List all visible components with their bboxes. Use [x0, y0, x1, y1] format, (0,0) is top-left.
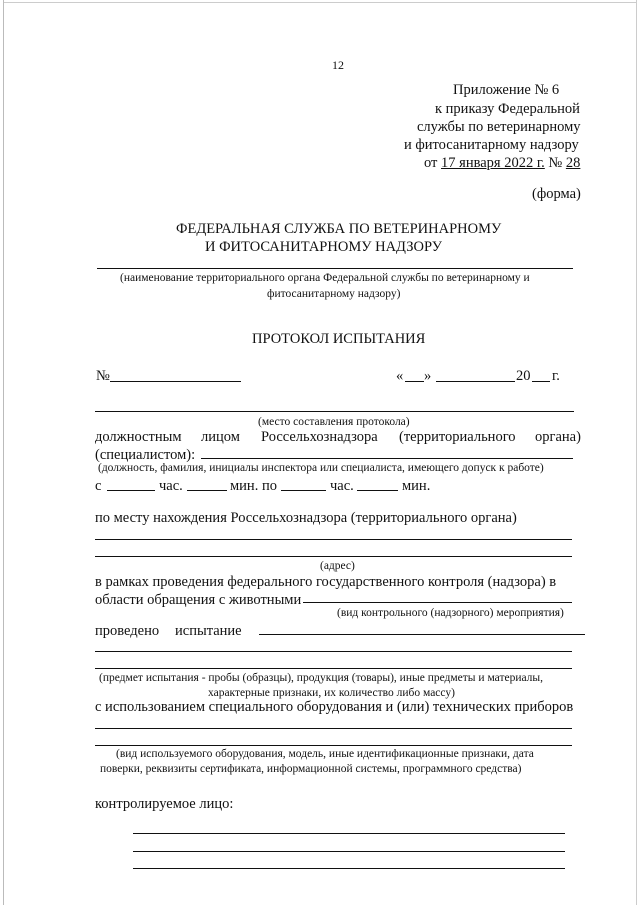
official-word-3: Россельхознадзора [261, 429, 378, 445]
controlled-person-label: контролируемое лицо: [95, 796, 234, 812]
test-field-3[interactable] [95, 668, 572, 669]
test-field-1[interactable] [259, 634, 585, 635]
controlled-person-field-1[interactable] [133, 833, 565, 834]
territorial-body-field[interactable] [97, 268, 573, 269]
controlled-person-field-2[interactable] [133, 851, 565, 852]
month-field[interactable] [436, 381, 515, 382]
subject-caption-2: характерные признаки, их количество либо массу) [208, 687, 455, 699]
appendix-date-line [424, 155, 580, 172]
order-number: 28 [565, 155, 581, 171]
agency-line-2: И ФИТОСАНИТАРНОМУ НАДЗОРУ [205, 239, 442, 255]
equipment-field-2[interactable] [95, 745, 572, 746]
appendix-line-4: и фитосанитарному надзору [404, 137, 579, 153]
control-caption: (вид контрольного (надзорного) мероприятия) [337, 607, 564, 619]
control-type-field[interactable] [303, 602, 572, 603]
location-text: по месту нахождения Россельхознадзора (территориального органа) [95, 510, 517, 526]
scan-border-top [3, 2, 636, 3]
address-field-1[interactable] [95, 539, 572, 540]
scan-border-left [3, 0, 4, 905]
territorial-caption-2: фитосанитарному надзору) [267, 288, 401, 300]
time-from: с [95, 478, 102, 494]
test-word-2: испытание [175, 623, 242, 639]
address-field-2[interactable] [95, 556, 572, 557]
num-prefix: № [544, 155, 566, 171]
official-word-1: должностным [95, 429, 182, 445]
year-suffix: г. [552, 368, 560, 384]
place-caption: (место составления протокола) [258, 416, 410, 428]
official-word-2: лицом [201, 429, 240, 445]
minute-label-2: мин. [402, 478, 431, 494]
day-field[interactable] [405, 381, 424, 382]
hour-to-field[interactable] [281, 490, 326, 491]
territorial-caption-1: (наименование территориального органа Федеральной службы по ветеринарному и [120, 272, 530, 284]
year-field[interactable] [532, 381, 550, 382]
agency-line-1: ФЕДЕРАЛЬНАЯ СЛУЖБА ПО ВЕТЕРИНАРНОМУ [176, 221, 502, 237]
appendix-line-2: к приказу Федеральной [435, 101, 580, 117]
appendix-line-1: Приложение № 6 [453, 82, 560, 98]
minute-to-field[interactable] [357, 490, 398, 491]
minute-from-field[interactable] [187, 490, 227, 491]
equipment-caption-1: (вид используемого оборудования, модель, иные идентификационные признаки, дата [116, 748, 534, 760]
hour-from-field[interactable] [107, 490, 155, 491]
page-number: 12 [332, 58, 344, 72]
equipment-caption-2: поверки, реквизиты сертификата, информационной системы, программного средства) [100, 763, 522, 775]
equipment-text: с использованием специального оборудования и (или) технических приборов [95, 699, 574, 715]
subject-caption-1: (предмет испытания - пробы (образцы), продукция (товары), иные предметы и материалы, [99, 672, 544, 684]
official-field[interactable] [201, 458, 573, 459]
place-field[interactable] [95, 411, 574, 412]
official-caption: (должность, фамилия, инициалы инспектора или специалиста, имеющего допуск к работе) [98, 462, 544, 474]
document-title: ПРОТОКОЛ ИСПЫТАНИЯ [252, 331, 426, 347]
test-field-2[interactable] [95, 651, 572, 652]
test-word-1: проведено [95, 623, 160, 639]
address-caption: (адрес) [320, 560, 355, 572]
official-line-2: (специалистом): [95, 447, 196, 463]
date-prefix: от [424, 155, 442, 171]
official-word-5: органа) [535, 429, 581, 445]
year-prefix: 20 [516, 368, 531, 384]
number-sign: № [96, 368, 110, 384]
form-label: (форма) [532, 186, 581, 202]
equipment-field-1[interactable] [95, 728, 572, 729]
order-date: 17 января 2022 г. [441, 155, 545, 171]
hour-label-2: час. [330, 478, 354, 494]
quote-close: » [424, 368, 432, 384]
appendix-line-3: службы по ветеринарному [417, 119, 581, 135]
quote-open: « [396, 368, 404, 384]
control-line-2: области обращения с животными [95, 592, 302, 608]
control-line-1: в рамках проведения федерального государственного контроля (надзора) в [95, 574, 557, 590]
official-word-4: (территориального [399, 429, 516, 445]
protocol-number-field[interactable] [110, 381, 241, 382]
hour-label-1: час. [159, 478, 183, 494]
minute-label-1: мин. по [230, 478, 277, 494]
controlled-person-field-3[interactable] [133, 868, 565, 869]
scan-border-right [636, 0, 637, 905]
